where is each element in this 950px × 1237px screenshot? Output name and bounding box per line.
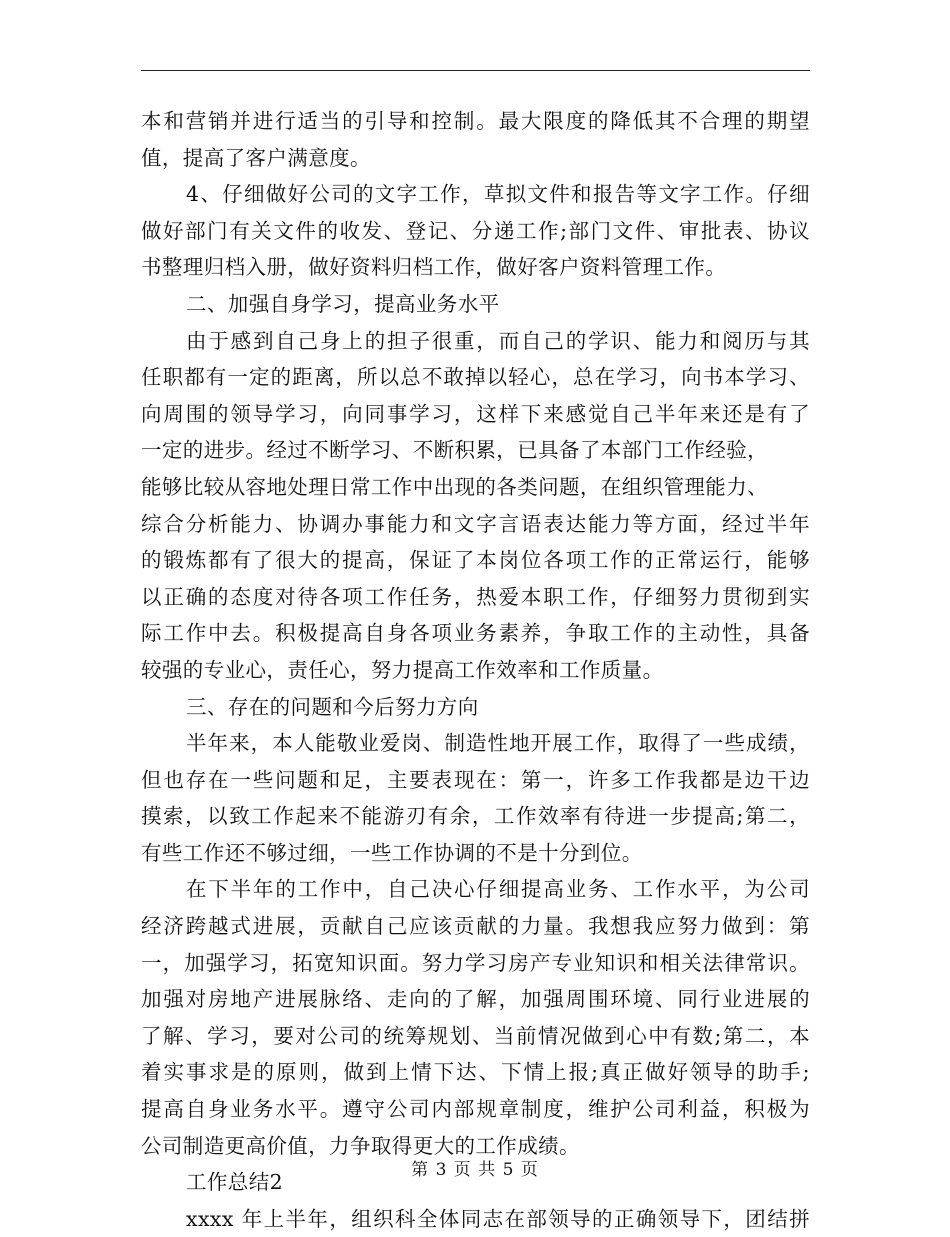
text-line: 半年来，本人能敬业爱岗、制造性地开展工作，取得了一些成绩， bbox=[186, 731, 810, 756]
text-line: 但也存在一些问题和足，主要表现在：第一，许多工作我都是边干边 bbox=[141, 767, 810, 792]
text-line: 工作总结2 bbox=[186, 1170, 284, 1195]
text-line: xxxx 年上半年，组织科全体同志在部领导的正确领导下，团结拼 bbox=[186, 1206, 810, 1231]
text-line: 摸索，以致工作起来不能游刃有余，工作效率有待进一步提高;第二， bbox=[141, 804, 810, 829]
text-line: 值，提高了客户满意度。 bbox=[141, 145, 371, 170]
text-line: 了解、学习，要对公司的统筹规划、当前情况做到心中有数;第二，本 bbox=[141, 1023, 810, 1048]
text-line: 较强的专业心，责任心，努力提高工作效率和工作质量。 bbox=[141, 657, 664, 682]
text-line: 书整理归档入册，做好资料归档工作，做好客户资料管理工作。 bbox=[141, 255, 727, 280]
text-line: 由于感到自己身上的担子很重，而自己的学识、能力和阅历与其 bbox=[186, 328, 810, 353]
page-footer: 第 3 页 共 5 页 bbox=[411, 1160, 539, 1180]
text-line: 在下半年的工作中，自己决心仔细提高业务、工作水平，为公司 bbox=[186, 877, 810, 902]
header-rule bbox=[141, 70, 810, 71]
text-line: 公司制造更高价值，力争取得更大的工作成绩。 bbox=[141, 1133, 580, 1158]
text-line: 做好部门有关文件的收发、登记、分递工作;部门文件、审批表、协议 bbox=[141, 218, 810, 243]
text-line: 综合分析能力、协调办事能力和文字言语表达能力等方面，经过半年 bbox=[141, 511, 810, 536]
text-line: 有些工作还不够过细，一些工作协调的不是十分到位。 bbox=[141, 840, 643, 865]
text-line: 以正确的态度对待各项工作任务，热爱本职工作，仔细努力贯彻到实 bbox=[141, 584, 810, 609]
text-line: 三、存在的问题和今后努力方向 bbox=[186, 694, 479, 719]
text-line: 际工作中去。积极提高自身各项业务素养，争取工作的主动性，具备 bbox=[141, 621, 810, 646]
text-line: 的锻炼都有了很大的提高，保证了本岗位各项工作的正常运行，能够 bbox=[141, 548, 810, 573]
text-line: 一，加强学习，拓宽知识面。努力学习房产专业知识和相关法律常识。 bbox=[141, 950, 810, 975]
text-line: 提高自身业务水平。遵守公司内部规章制度，维护公司利益，积极为 bbox=[141, 1097, 810, 1122]
document-body bbox=[141, 103, 810, 1237]
text-line: 加强对房地产进展脉络、走向的了解，加强周围环境、同行业进展的 bbox=[141, 987, 810, 1012]
text-line: 着实事求是的原则，做到上情下达、下情上报;真正做好领导的助手; bbox=[141, 1060, 810, 1085]
text-line: 经济跨越式进展，贡献自己应该贡献的力量。我想我应努力做到：第 bbox=[141, 914, 810, 939]
text-line: 一定的进步。经过不断学习、不断积累，已具备了本部门工作经验， bbox=[141, 438, 768, 463]
text-line: 二、加强自身学习，提高业务水平 bbox=[186, 291, 500, 316]
text-line: 4、仔细做好公司的文字工作，草拟文件和报告等文字工作。仔细 bbox=[186, 182, 810, 207]
text-line: 能够比较从容地处理日常工作中出现的各类问题，在组织管理能力、 bbox=[141, 474, 768, 499]
text-line: 本和营销并进行适当的引导和控制。最大限度的降低其不合理的期望 bbox=[141, 109, 810, 133]
text-line: 任职都有一定的距离，所以总不敢掉以轻心，总在学习，向书本学习、 bbox=[141, 365, 810, 390]
text-line: 向周围的领导学习，向同事学习，这样下来感觉自己半年来还是有了 bbox=[141, 401, 810, 426]
